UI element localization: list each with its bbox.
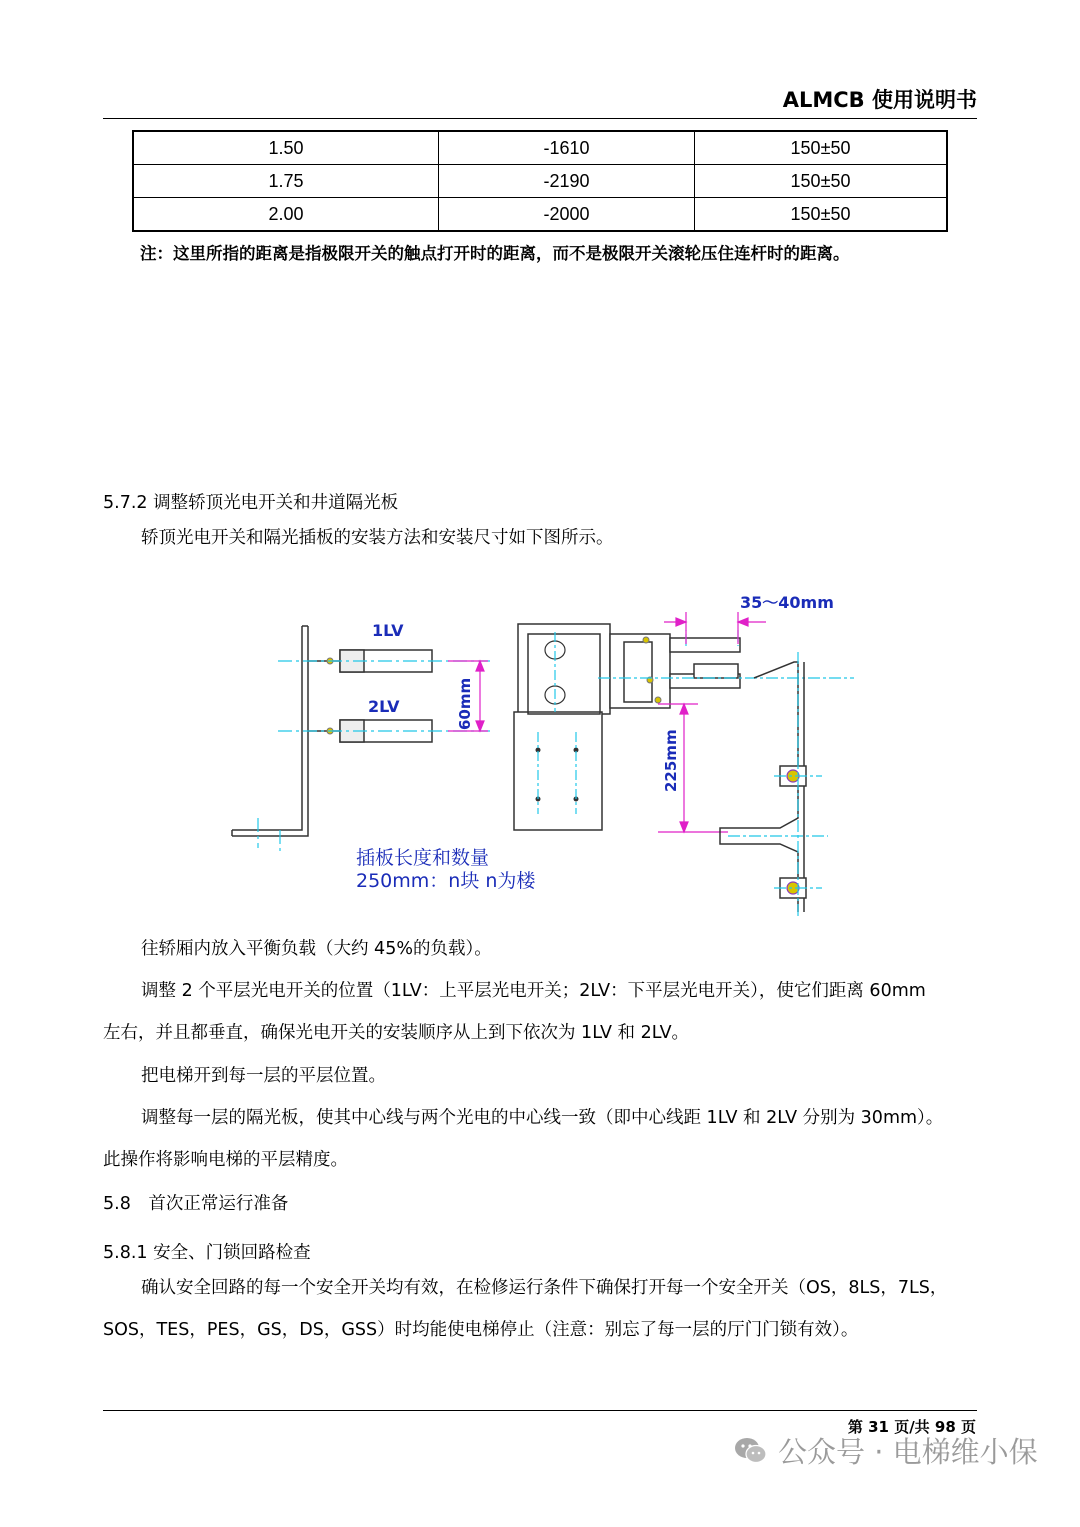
table-cell: -2190	[439, 165, 695, 198]
paragraph-adjust-switches-line1: 调整 2 个平层光电开关的位置（1LV：上平层光电开关；2LV：下平层光电开关），使它们距离 60mm	[141, 981, 926, 1001]
table-row	[133, 198, 947, 232]
table-cell: 150±50	[695, 198, 948, 232]
dim-35-40mm-label: 35～40mm	[740, 593, 834, 612]
table-cell: 1.75	[133, 165, 439, 198]
table-row	[133, 131, 947, 165]
table-cell: 1.50	[133, 131, 439, 165]
paragraph-adjust-plate-line1: 调整每一层的隔光板，使其中心线与两个光电的中心线一致（即中心线距 1LV 和 2LV 分别为 30mm）。	[141, 1108, 944, 1128]
section-heading-5-8: 5.8 首次正常运行准备	[103, 1194, 289, 1214]
watermark-text: 公众号 · 电梯维小保	[778, 1435, 1038, 1469]
footer-rule	[103, 1410, 977, 1411]
section-heading-5-7-2: 5.7.2 调整轿顶光电开关和井道隔光板	[103, 493, 399, 513]
table-note: 注：这里所指的距离是指极限开关的触点打开时的距离，而不是极限开关滚轮压住连杆时的距离。	[140, 244, 850, 263]
paragraph-adjust-plate-line2: 此操作将影响电梯的平层精度。	[103, 1150, 348, 1170]
wechat-icon	[734, 1437, 768, 1465]
paragraph-adjust-switches-line2: 左右，并且都垂直，确保光电开关的安装顺序从上到下依次为 1LV 和 2LV。	[103, 1023, 690, 1043]
paragraph-balance-load: 往轿厢内放入平衡负载（大约 45%的负载）。	[141, 939, 492, 959]
table-cell: 150±50	[695, 165, 948, 198]
header-rule	[103, 118, 977, 119]
section-intro: 轿顶光电开关和隔光插板的安装方法和安装尺寸如下图所示。	[141, 528, 614, 548]
page-number: 第 31 页/共 98 页	[847, 1418, 976, 1436]
label-2lv: 2LV	[368, 697, 400, 716]
section-heading-5-8-1: 5.8.1 安全、门锁回路检查	[103, 1243, 311, 1263]
diagram-caption-line2: 250mm：n块 n为楼	[356, 870, 536, 892]
photoelectric-switch-diagram	[218, 582, 854, 920]
paragraph-safety-check-line1: 确认安全回路的每一个安全开关均有效，在检修运行条件下确保打开每一个安全开关（OS，8LS，7LS，	[141, 1278, 948, 1298]
table-cell: 2.00	[133, 198, 439, 232]
watermark	[734, 1430, 1038, 1471]
limit-switch-table	[132, 130, 948, 232]
table-cell: 150±50	[695, 131, 948, 165]
table-row	[133, 165, 947, 198]
paragraph-run-to-level: 把电梯开到每一层的平层位置。	[141, 1066, 386, 1086]
table-cell: -1610	[439, 131, 695, 165]
dim-225mm-label: 225mm	[662, 729, 680, 792]
paragraph-safety-check-line2: SOS，TES，PES，GS，DS，GSS）时均能使电梯停止（注意：别忘了每一层的厅门门锁有效）。	[103, 1320, 859, 1340]
table-cell: -2000	[439, 198, 695, 232]
label-1lv: 1LV	[372, 621, 404, 640]
dim-60mm-label: 60mm	[456, 677, 474, 730]
document-header-title: ALMCB 使用说明书	[782, 88, 977, 112]
diagram-caption-line1: 插板长度和数量	[356, 847, 490, 869]
